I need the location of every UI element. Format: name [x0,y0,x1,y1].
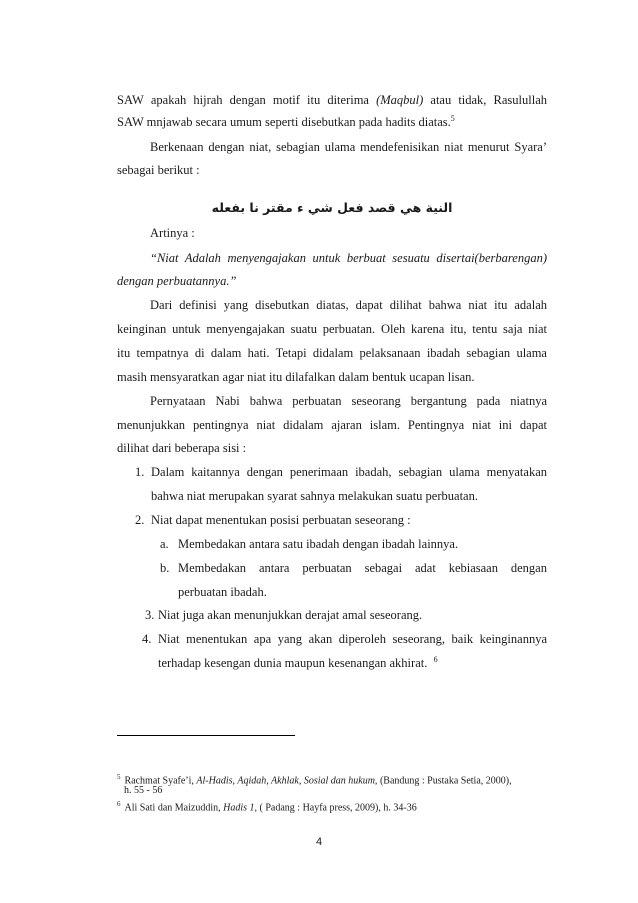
sublist-item-b-line-1: Membedakan antara perbuatan sebagai adat kebiasaan dengan [178,561,547,575]
body-line-1 [117,92,547,108]
list-item-2-number: 2. [135,513,145,527]
sublist-item-a-text: Membedakan antara satu ibadah dengan ibadah lainnya. [178,537,459,551]
para1-line-4: masih mensyaratkan agar niat itu dilafalkan dalam bentuk ucapan lisan. [117,370,475,384]
para2-line-1: Pernyataan Nabi bahwa perbuatan seseorang bergantung pada niatnya [150,394,547,408]
footnote-ref-5[interactable]: 5 [450,113,455,123]
list-item-4-line-1: Niat menentukan apa yang akan diperoleh seseorang, baik keinginannya [158,632,547,646]
word: dengan [229,93,266,107]
para1-line-3: itu tempatnya di dalam hati. Tetapi didalam pelaksanaan ibadah sebagian ulama [117,346,547,360]
artinya-label: Artinya : [150,226,195,240]
para1-line-2: keinginan untuk menyengajakan suatu perbuatan. Oleh karena itu, tentu saja niat [117,322,547,336]
word: apakah [150,93,187,107]
footnote-6-marker: 6 [117,800,121,808]
footnote-ref-6[interactable]: 6 [433,654,438,664]
list-item-3-text: Niat juga akan menunjukkan derajat amal seseorang. [158,608,423,622]
word: Rasulullah [493,93,547,107]
word: diterima [327,93,369,107]
para1-line-1: Dari definisi yang disebutkan diatas, dapat dilihat bahwa niat itu adalah [150,298,547,312]
list-item-4-line-2 [158,655,438,671]
word: hijrah [193,93,223,107]
footnote-6-author: Ali Sati dan Maizuddin, [124,802,224,814]
footnote-6-title: Hadis 1, [223,802,258,814]
sublist-item-a-mark: a. [160,537,169,551]
footnote-separator [117,735,295,736]
list-item-4-line-2-text: terhadap kesengan dunia maupun kesenangan akhirat. [158,656,428,670]
footnote-5-pages: h. 55 - 56 [124,785,163,796]
footnote-5-publisher: (Bandung : Pustaka Setia, 2000), [377,775,512,787]
quote-line-1: “Niat Adalah menyengajakan untuk berbuat sesuatu disertai(berbarengan) [150,251,547,265]
word-italic: (Maqbul) [376,93,424,107]
body-line-2-text: SAW mnjawab secara umum seperti disebutkan pada hadits diatas. [117,115,451,129]
body-line-4: sebagai berikut : [117,163,200,177]
footnote-5-title: Al-Hadis, Aqidah, Akhlak, Sosial dan hukum, [196,775,378,787]
arabic-definition: النية هي قصد فعل شي ء مقتر نا بفعله [211,200,453,215]
footnote-6-publisher: ( Padang : Hayfa press, 2009), h. 34-36 [257,802,417,814]
page-number: 4 [315,836,323,848]
body-line-3: Berkenaan dengan niat, sebagian ulama mendefenisikan niat menurut Syara’ [150,140,547,154]
word: motif [272,93,300,107]
para2-line-3: dilihat dari beberapa sisi : [117,441,247,455]
footnote-6 [117,798,557,814]
word: atau [430,93,452,107]
footnote-5-marker: 5 [117,773,121,781]
list-item-1-line-2: bahwa niat merupakan syarat sahnya melakukan suatu perbuatan. [151,489,478,503]
body-line-2 [117,114,547,130]
quote-line-2: dengan perbuatannya.” [117,274,237,288]
word: tidak, [458,93,487,107]
footnote-5-author: Rachmat Syafe’i, [124,775,197,787]
list-item-2-text: Niat dapat menentukan posisi perbuatan seseorang : [151,513,411,527]
list-item-1-number: 1. [135,465,145,479]
para2-line-2: menunjukkan pentingnya niat didalam ajaran islam. Pentingnya niat ini dapat [117,418,547,432]
word: itu [307,93,321,107]
list-item-3-number: 3. [145,608,155,622]
list-item-4-number: 4. [142,632,152,646]
sublist-item-b-mark: b. [160,561,170,575]
sublist-item-b-line-2: perbuatan ibadah. [178,585,267,599]
word: SAW [117,93,144,107]
list-item-1-line-1: Dalam kaitannya dengan penerimaan ibadah, sebagian ulama menyatakan [151,465,547,479]
